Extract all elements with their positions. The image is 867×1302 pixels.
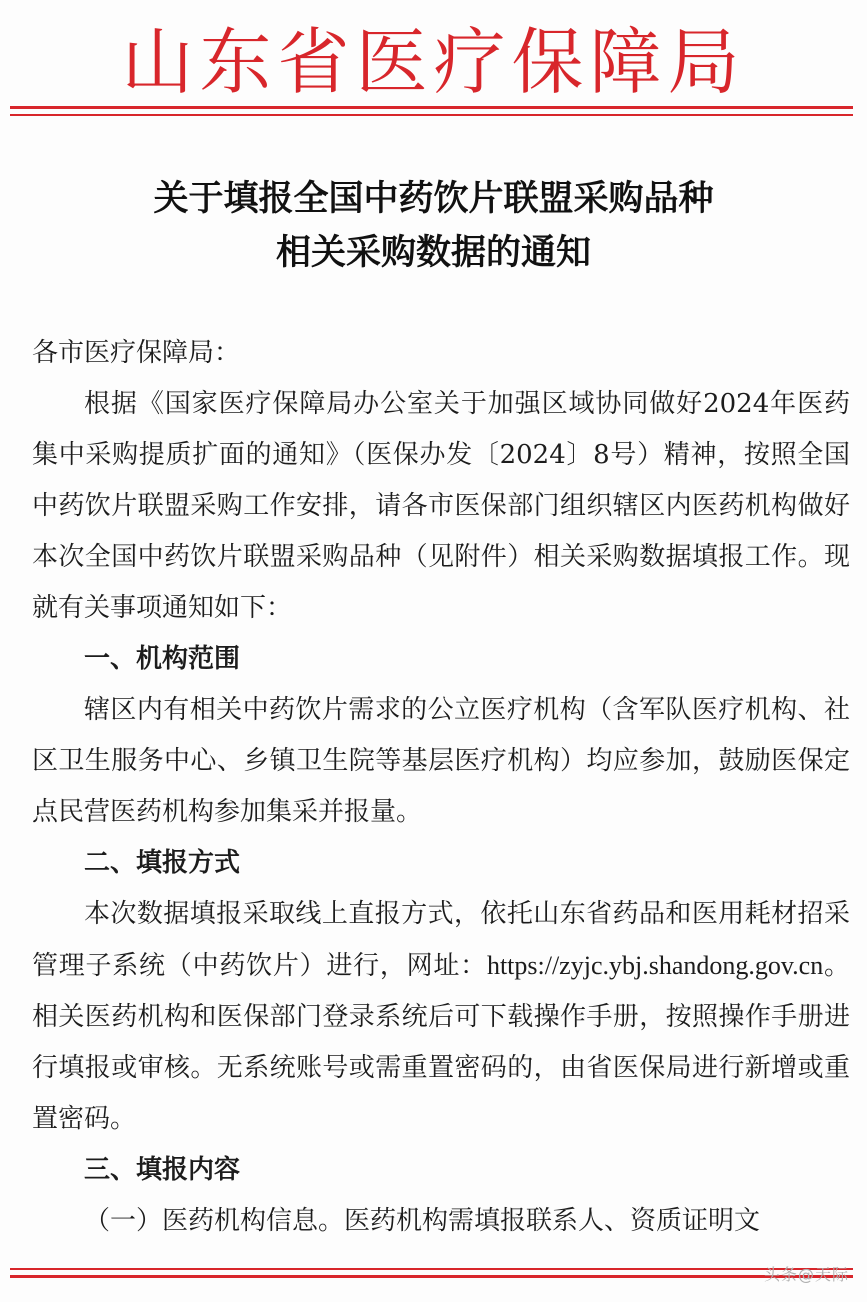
- document-title-line-2: 相关采购数据的通知: [275, 233, 591, 273]
- section-2-text-after-url: 。相关医药机构和医保部门登录系统后可下载操作手册，按照操作手册进行填报或审核。无系统账号或需重置密码的，由省医保局进行新增或重置密码。: [32, 951, 850, 1134]
- section-2-text-before-url: 本次数据填报采取线上直报方式，依托山东省药品和医用耗材招采管理子系统（中药饮片）进行，网址：: [32, 899, 850, 981]
- salutation: 各市医疗保障局：: [32, 338, 241, 368]
- letterhead-agency-name: 山东省医疗保障局: [121, 20, 746, 104]
- section-1-paragraph: 辖区内有相关中药饮片需求的公立医疗机构（含军队医疗机构、社区卫生服务中心、乡镇卫生院等基层医疗机构）均应参加，鼓励医保定点民营医药机构参加集采并报量。: [32, 695, 850, 827]
- footer-red-rule-thick: [10, 1275, 853, 1278]
- system-url-link[interactable]: https://zyjc.ybj.shandong.gov.cn: [486, 951, 824, 980]
- document-body: [32, 328, 850, 1247]
- section-3-heading: 三、填报内容: [84, 1155, 241, 1185]
- letterhead-red-rule-thick: [10, 106, 853, 109]
- intro-paragraph: 根据《国家医疗保障局办公室关于加强区域协同做好2024年医药集中采购提质扩面的通知》（医保办发〔2024〕8号）精神，按照全国中药饮片联盟采购工作安排，请各市医保部门组织辖区内医药机构做好本次全国中药饮片联盟采购品种（见附件）相关采购数据填报工作。现就有关事项通知如下：: [32, 389, 850, 623]
- document-title-line-1: 关于填报全国中药饮片联盟采购品种: [153, 179, 714, 219]
- section-2-paragraph: [32, 889, 850, 1145]
- section-1-heading: 一、机构范围: [84, 644, 241, 674]
- footer-red-rule-thin: [10, 1268, 853, 1270]
- document-title: [0, 172, 867, 280]
- watermark-text: 头条@天际: [763, 1265, 849, 1284]
- section-2-heading: 二、填报方式: [84, 848, 241, 878]
- section-3-item-1: （一）医药机构信息。医药机构需填报联系人、资质证明文: [84, 1206, 761, 1236]
- letterhead-red-rule-thin: [10, 114, 853, 116]
